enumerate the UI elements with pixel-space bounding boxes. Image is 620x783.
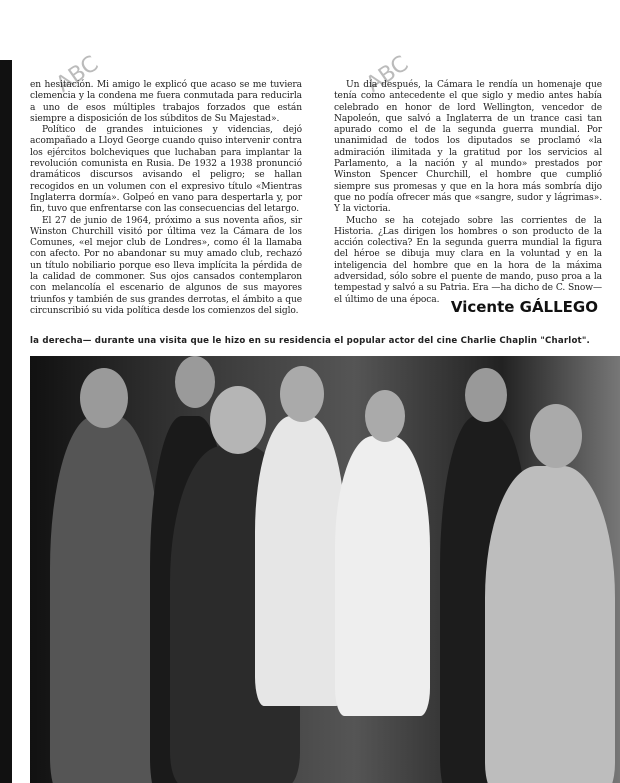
right-text-column [334, 80, 602, 306]
left-text-column [30, 80, 302, 317]
group-photo [30, 356, 620, 783]
watermark: ABC [361, 51, 414, 98]
watermark: ABC [51, 51, 104, 98]
author-byline: Vicente GÁLLEGO [450, 298, 598, 316]
photo-caption: la derecha— durante una visita que le hizo en su residencia el popular actor del cine Charlie Chaplin "Charlot". [30, 336, 590, 346]
paragraph: El 27 de junio de 1964, próximo a sus noventa años, sir Winston Churchill visitó por última vez la Cámara de los Comunes, «el mejor club de Londres», como él la llamaba con afecto. Por no abandonar su muy amado club, rechazó un título nobiliario porque eso lleva implícita la pérdida de la calidad de commoner. Sus ojos cansados contemplaron con melancolía el escenario de algunos de sus mayores triunfos y también de sus grandes derrotas, el ámbito a que circunscribió su vida política desde los comienzos del siglo. [30, 215, 302, 316]
paragraph: Político de grandes intuiciones y videncias, dejó acompañado a Lloyd George cuando quiso intervenir contra los ejércitos bolcheviques que luchaban para implantar la revolución comunista en Rusia. De 1932 a 1938 pronunció dramáticos discursos avisando el peligro; se hallan recogidos en un volumen con el expresivo título «Mientras Inglaterra dormía». Golpeó en vano para despertarla y, por fin, tuvo que enfrentarse con las consecuencias del letargo. [30, 125, 302, 215]
scan-edge [0, 60, 12, 783]
paragraph: en hesitación. Mi amigo le explicó que acaso se me tuviera clemencia y la condena me fuera conmutada para reducirla a uno de esos múltiples trabajos forzados que están siempre a disposición de los súbditos de Su Majestad». [30, 80, 302, 124]
paragraph: Un día después, la Cámara le rendía un homenaje que tenía como antecedente el que siglo y medio antes había celebrado en honor de lord Wellington, vencedor de Napoleón, que salvó a Inglaterra de un trance casi tan apurado como el de la segunda guerra mundial. Por unanimidad de todos los diputados se proclamó «la admiración ilimitada y la gratitud por los servicios al Parlamento, a la nación y al mundo» prestados por Winston Spencer Churchill, el hombre que cumplió siempre sus promesas y que en la hora más sombría dijo que no podía ofrecer más que «sangre, sudor y lágrimas». Y la victoria. [334, 80, 602, 215]
paragraph: Mucho se ha cotejado sobre las corrientes de la Historia. ¿Las dirigen los hombres o son producto de la acción colectiva? En la segunda guerra mundial la figura del héroe se dibuja muy clara en la voluntad y en la inteligencia del hombre que en la hora de la máxima adversidad, sólo sobre el puente de mando, puso proa a la tempestad y salvó a su Patria. Era —ha dicho de C. Snow— el último de una época. [334, 215, 602, 305]
